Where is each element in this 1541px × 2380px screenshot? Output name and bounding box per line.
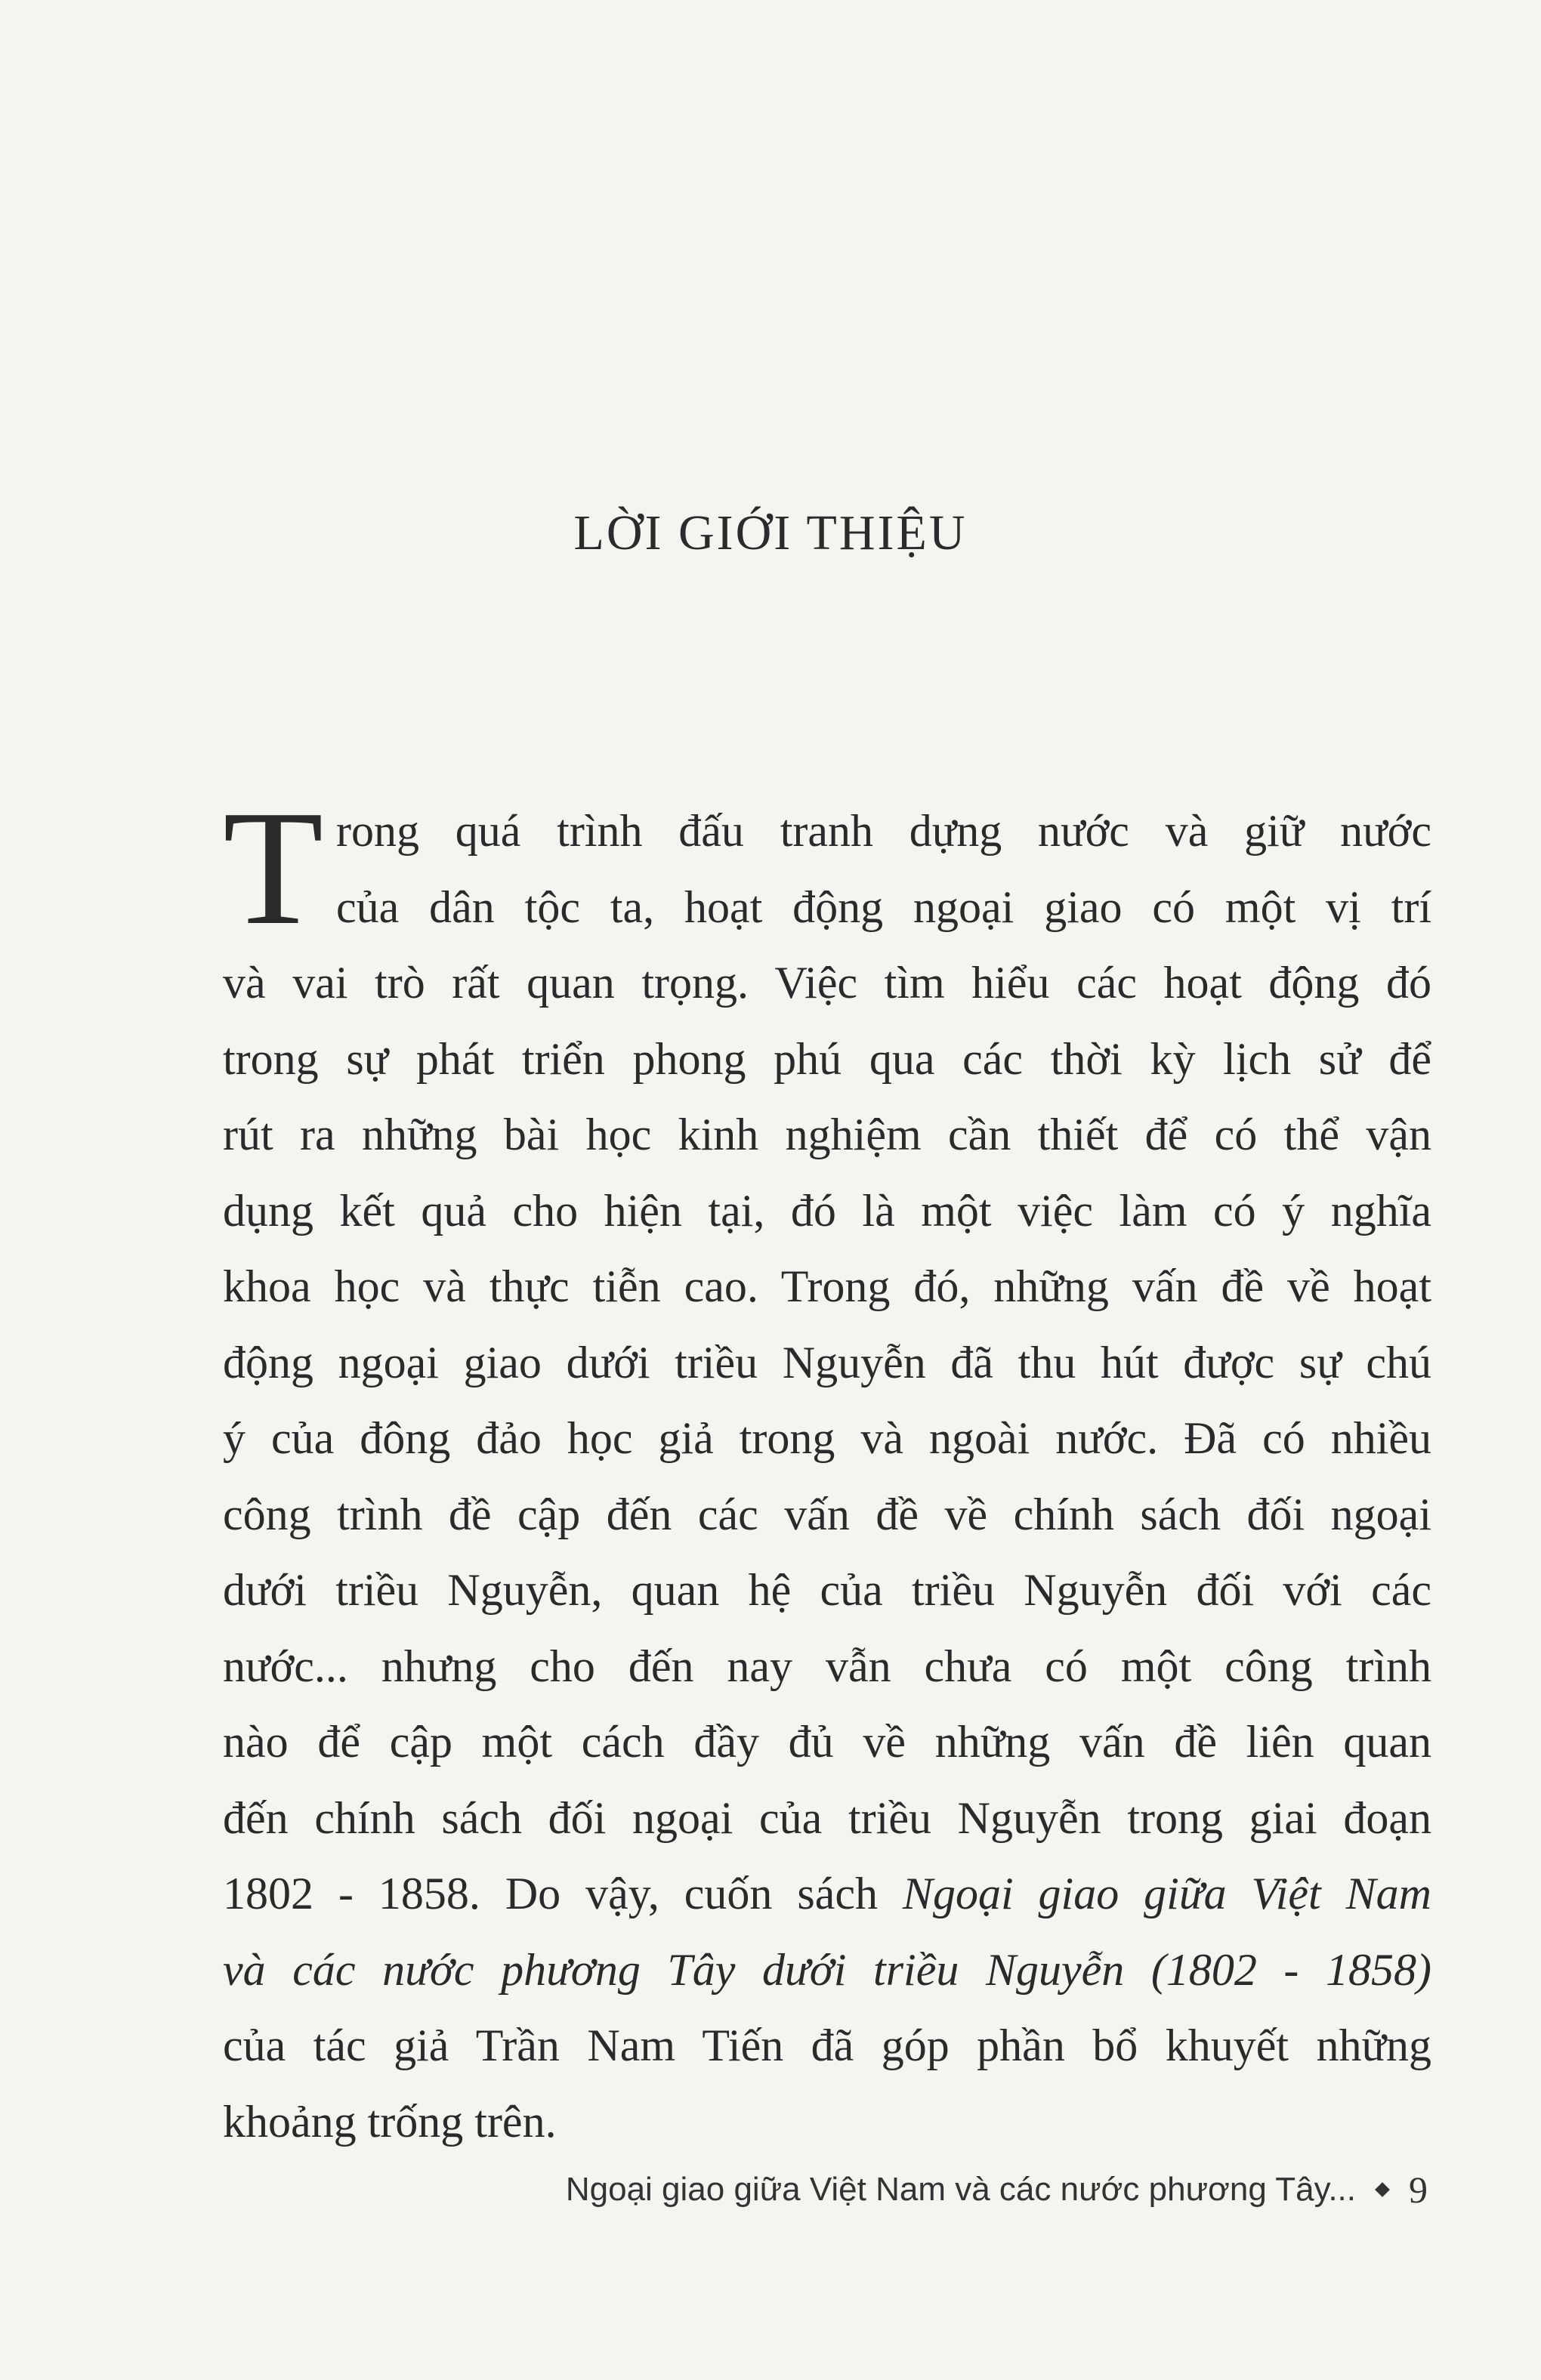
paragraph-line: rút ra những bài học kinh nghiệm cần thiết để có thể vận bbox=[223, 1110, 1431, 1159]
drop-cap: T bbox=[223, 777, 324, 959]
diamond-separator-icon bbox=[1375, 2182, 1390, 2197]
paragraph-text: 1802 - 1858. Do vậy, cuốn sách bbox=[223, 1869, 903, 1919]
running-title: Ngoại giao giữa Việt Nam và các nước phương Tây... bbox=[565, 2171, 1356, 2208]
paragraph-line: ý của đông đảo học giả trong và ngoài nước. Đã có nhiều bbox=[223, 1413, 1431, 1463]
paragraph-line: và vai trò rất quan trọng. Việc tìm hiểu các hoạt động đó bbox=[223, 958, 1431, 1008]
paragraph-line: đến chính sách đối ngoại của triều Nguyễn trong giai đoạn bbox=[223, 1792, 1431, 1843]
paragraph-line: nào để cập một cách đầy đủ về những vấn đề liên quan bbox=[223, 1717, 1431, 1767]
running-footer bbox=[566, 2168, 1428, 2212]
book-title-italic-line: và các nước phương Tây dưới triều Nguyễn (1802 - 1858) bbox=[223, 1944, 1431, 1995]
paragraph-line: rong quá trình đấu tranh dựng nước và giữ nước bbox=[336, 806, 1431, 856]
paragraph-line: động ngoại giao dưới triều Nguyễn đã thu hút được sự chú bbox=[223, 1337, 1431, 1388]
paragraph-line-with-title bbox=[223, 1856, 1431, 1932]
paragraph-line: nước... nhưng cho đến nay vẫn chưa có một công trình bbox=[223, 1641, 1431, 1691]
paragraph-line: của tác giả Trần Nam Tiến đã góp phần bổ khuyết những bbox=[223, 2020, 1431, 2070]
paragraph-line: công trình đề cập đến các vấn đề về chính sách đối ngoại bbox=[223, 1489, 1431, 1539]
chapter-title: LỜI GIỚI THIỆU bbox=[573, 505, 968, 560]
paragraph-line: của dân tộc ta, hoạt động ngoại giao có một vị trí bbox=[336, 881, 1431, 932]
paragraph-line: dưới triều Nguyễn, quan hệ của triều Nguyễn đối với các bbox=[223, 1565, 1431, 1615]
paragraph-last-line: khoảng trống trên. bbox=[223, 2096, 557, 2147]
body-paragraph bbox=[223, 777, 1431, 2159]
book-title-italic: Ngoại giao giữa Việt Nam bbox=[902, 1869, 1431, 1919]
paragraph-line: dụng kết quả cho hiện tại, đó là một việc làm có ý nghĩa bbox=[223, 1185, 1431, 1236]
page-number: 9 bbox=[1409, 2169, 1428, 2211]
paragraph-line: trong sự phát triển phong phú qua các thời kỳ lịch sử để bbox=[223, 1033, 1431, 1084]
paragraph-line: khoa học và thực tiễn cao. Trong đó, những vấn đề về hoạt bbox=[223, 1261, 1431, 1311]
